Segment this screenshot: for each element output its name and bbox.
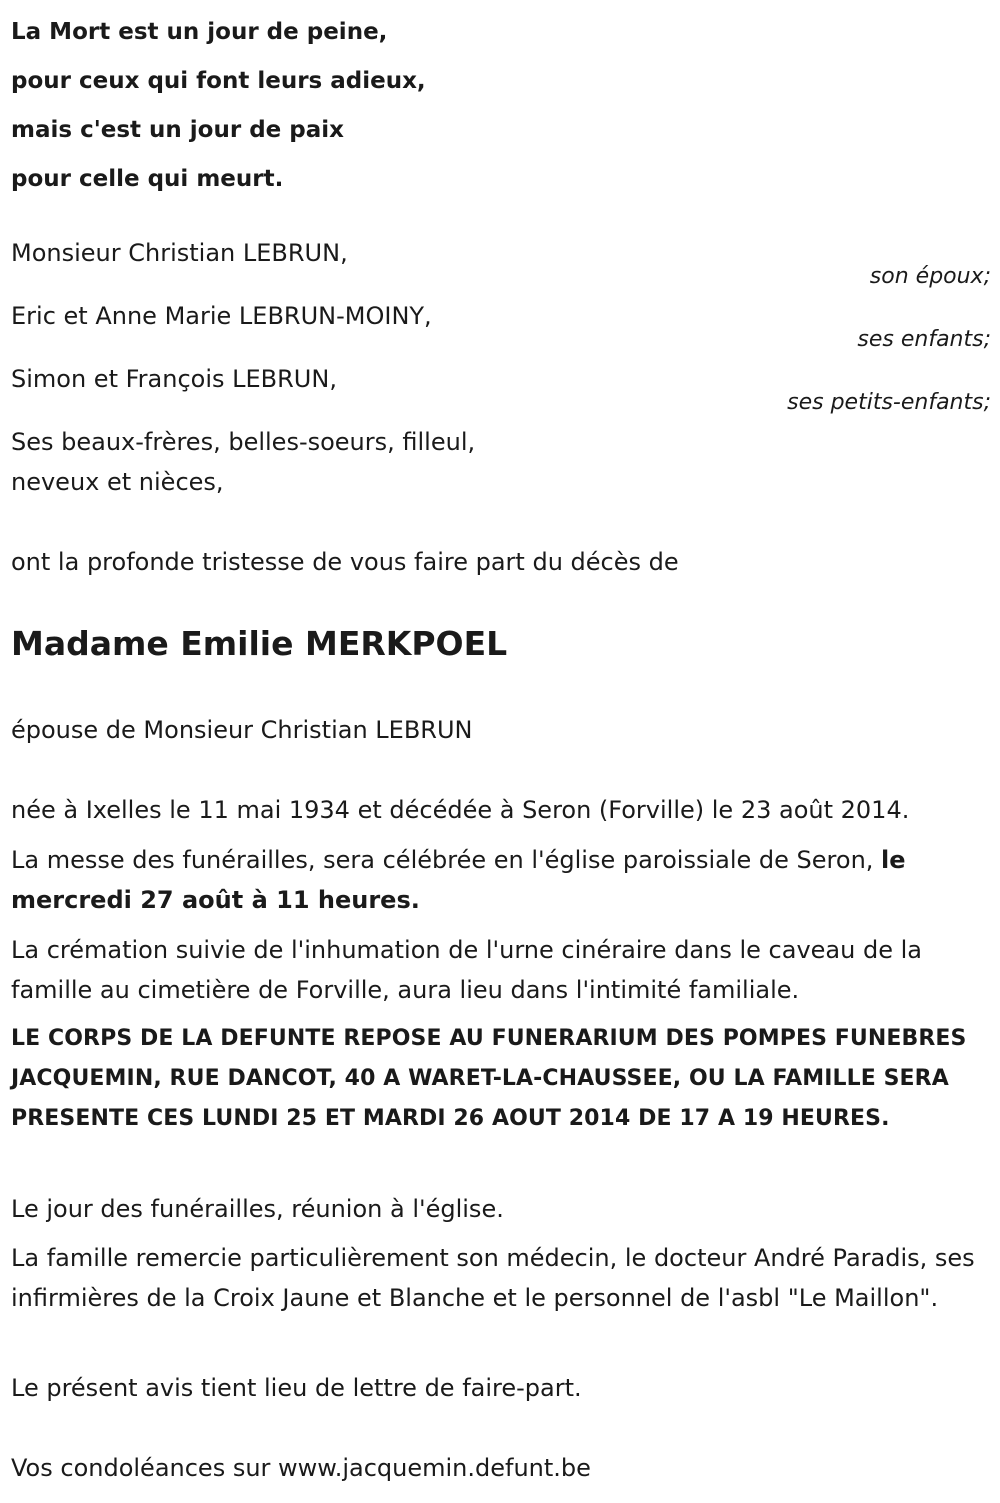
extended-family-line1: Ses beaux-frères, belles-soeurs, filleul, (11, 428, 476, 456)
condolences-line: Vos condoléances sur www.jacquemin.defunt.be (11, 1454, 591, 1482)
poem-line: pour ceux qui font leurs adieux, (11, 68, 426, 94)
family-names-spouse: Monsieur Christian LEBRUN, (11, 239, 348, 267)
funeral-mass (11, 840, 991, 920)
family-names-grandchildren: Simon et François LEBRUN, (11, 365, 337, 393)
spouse-line: épouse de Monsieur Christian LEBRUN (11, 716, 473, 744)
notice-line: Le présent avis tient lieu de lettre de faire-part. (11, 1374, 582, 1402)
family-names-children: Eric et Anne Marie LEBRUN-MOINY, (11, 302, 432, 330)
relation-children: ses enfants; (857, 327, 991, 352)
thanks-paragraph: La famille remercie particulièrement son médecin, le docteur André Paradis, ses infirmières de la Croix Jaune et Blanche et le personnel de l'asbl "Le Maillon". (11, 1244, 975, 1312)
birth-death-line: née à Ixelles le 11 mai 1934 et décédée à Seron (Forville) le 23 août 2014. (11, 796, 910, 824)
relation-grandchildren: ses petits-enfants; (787, 390, 991, 415)
poem-line: mais c'est un jour de paix (11, 117, 344, 143)
meeting-line: Le jour des funérailles, réunion à l'église. (11, 1195, 504, 1223)
extended-family-line2: neveux et nièces, (11, 468, 224, 496)
funeral-mass-text: La messe des funérailles, sera célébrée en l'église paroissiale de Seron, (11, 846, 882, 874)
cremation-paragraph: La crémation suivie de l'inhumation de l'urne cinéraire dans le caveau de la famille au cimetière de Forville, aura lieu dans l'intimité familiale. (11, 936, 922, 1004)
poem-line: pour celle qui meurt. (11, 166, 284, 192)
poem-line: La Mort est un jour de peine, (11, 19, 388, 45)
poem (11, 8, 426, 204)
deceased-name: Madame Emilie MERKPOEL (11, 624, 508, 663)
viewing-notice: LE CORPS DE LA DEFUNTE REPOSE AU FUNERARIUM DES POMPES FUNEBRES JACQUEMIN, RUE DANCOT, 40 A WARET-LA-CHAUSSEE, OU LA FAMILLE SERA PRESENTE CES LUNDI 25 ET MARDI 26 AOUT 2014 DE 17 A 19 HEURES. (11, 1026, 967, 1131)
funeral-mass-date: le mercredi 27 août à 11 heures. (11, 846, 906, 914)
announcement: ont la profonde tristesse de vous faire part du décès de (11, 548, 679, 576)
relation-spouse: son époux; (869, 264, 991, 289)
